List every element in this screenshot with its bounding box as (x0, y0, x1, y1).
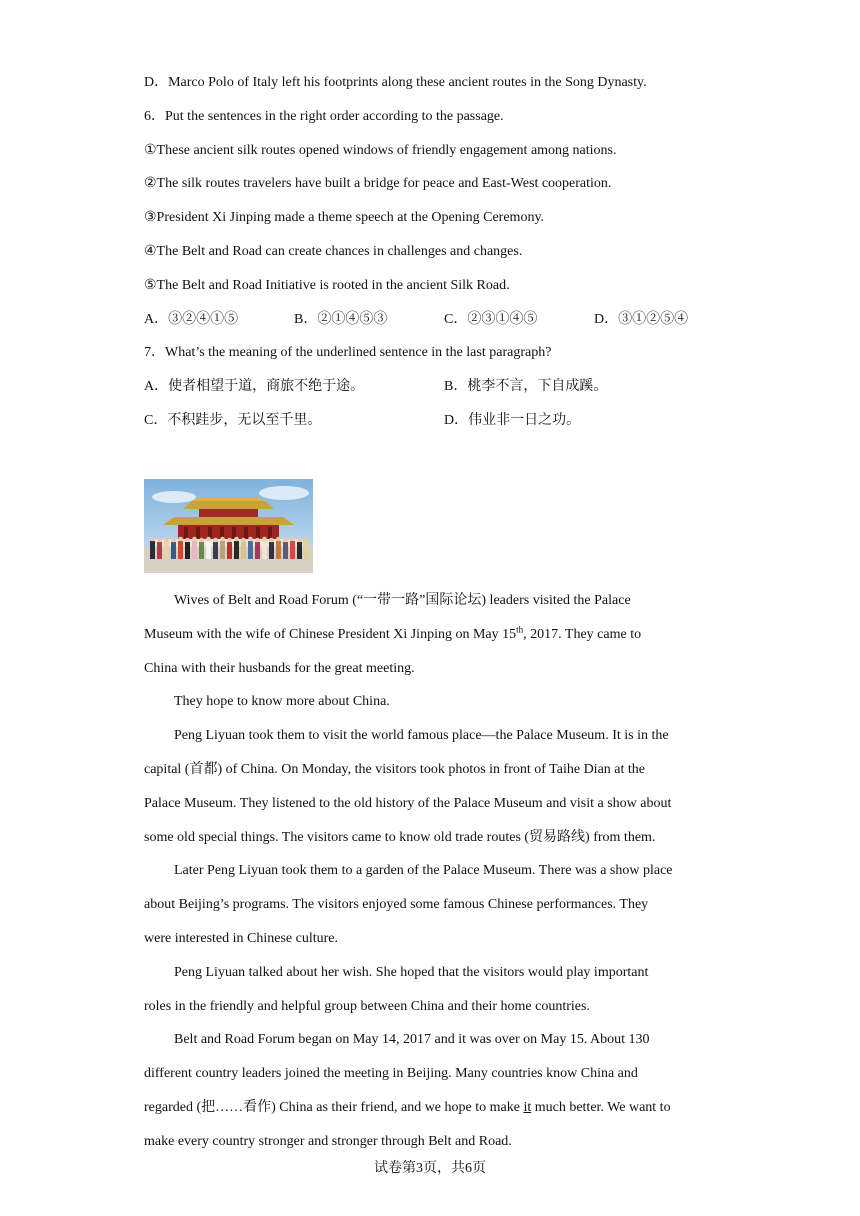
page-footer: 试卷第3页，共6页 (374, 1161, 486, 1176)
passage-p5-line2: roles in the friendly and helpful group between China and their home countries. (144, 999, 590, 1014)
passage-p5-line1: Peng Liyuan talked about her wish. She hoped that the visitors would play important (174, 965, 649, 980)
underlined-word: it (523, 1100, 532, 1115)
q5-option-d: D．Marco Polo of Italy left his footprints along these ancient routes in the Song Dynasty. (144, 75, 647, 90)
q6-sentence-2: ②The silk routes travelers have built a bridge for peace and East-West cooperation. (144, 176, 612, 191)
passage-p3-line1: Peng Liyuan took them to visit the world famous place—the Palace Museum. It is in the (174, 728, 669, 743)
q7-option-c: C．不积跬步，无以至千里。 (144, 413, 322, 428)
palace-museum-photo (144, 479, 313, 573)
q7-option-d: D．伟业非一日之功。 (444, 413, 581, 428)
passage-p4-line1: Later Peng Liyuan took them to a garden of the Palace Museum. There was a show place (174, 863, 673, 878)
passage-p1-line2-a: Museum with the wife of Chinese President Xi Jinping on May 15 (144, 627, 517, 642)
q6-sentence-4: ④The Belt and Road can create chances in challenges and changes. (144, 244, 523, 259)
ordinal-suffix: th (516, 624, 524, 635)
passage-p2: They hope to know more about China. (174, 694, 390, 709)
q6-sentence-1: ①These ancient silk routes opened windows of friendly engagement among nations. (144, 143, 617, 158)
passage-p6-line3-b: much better. We want to (531, 1100, 671, 1115)
passage-p1-line2-b: , 2017. They came to (523, 627, 642, 642)
q6-sentence-5: ⑤The Belt and Road Initiative is rooted in the ancient Silk Road. (144, 278, 510, 293)
q7-option-b: B．桃李不言，下自成蹊。 (444, 379, 608, 394)
q6-option-d: D．③①②⑤④ (594, 312, 689, 327)
q6-question: 6．Put the sentences in the right order according to the passage. (144, 109, 504, 124)
q7-question: 7．What’s the meaning of the underlined sentence in the last paragraph? (144, 345, 552, 360)
passage-p4-line3: were interested in Chinese culture. (144, 931, 338, 946)
passage-p6-line3-a: regarded (把……看作) China as their friend, and we hope to make (144, 1100, 524, 1115)
passage-p1-line1: Wives of Belt and Road Forum (“一带一路”国际论坛) leaders visited the Palace (174, 593, 631, 608)
passage-p4-line2: about Beijing’s programs. The visitors enjoyed some famous Chinese performances. They (144, 897, 649, 912)
q6-option-a: A．③②④①⑤ (144, 312, 239, 327)
passage-p3-line2: capital (首都) of China. On Monday, the visitors took photos in front of Taihe Dian at the (144, 762, 645, 777)
passage-p1-line3: China with their husbands for the great meeting. (144, 661, 415, 676)
passage-p6-line1: Belt and Road Forum began on May 14, 2017 and it was over on May 15. About 130 (174, 1032, 650, 1047)
passage-p6-line4: make every country stronger and stronger through Belt and Road. (144, 1134, 512, 1149)
q6-sentence-3: ③President Xi Jinping made a theme speech at the Opening Ceremony. (144, 210, 545, 225)
passage-p6-line3 (144, 1098, 671, 1118)
q6-option-b: B．②①④⑤③ (294, 312, 388, 327)
q6-option-c: C．②③①④⑤ (444, 312, 538, 327)
passage-p1-line2 (144, 625, 641, 645)
passage-p3-line4: some old special things. The visitors came to know old trade routes (贸易路线) from them. (144, 830, 656, 845)
passage-p6-line2: different country leaders joined the meeting in Beijing. Many countries know China and (144, 1066, 638, 1081)
passage-p3-line3: Palace Museum. They listened to the old history of the Palace Museum and visit a show about (144, 796, 672, 811)
q7-option-a: A．使者相望于道，商旅不绝于途。 (144, 379, 365, 394)
